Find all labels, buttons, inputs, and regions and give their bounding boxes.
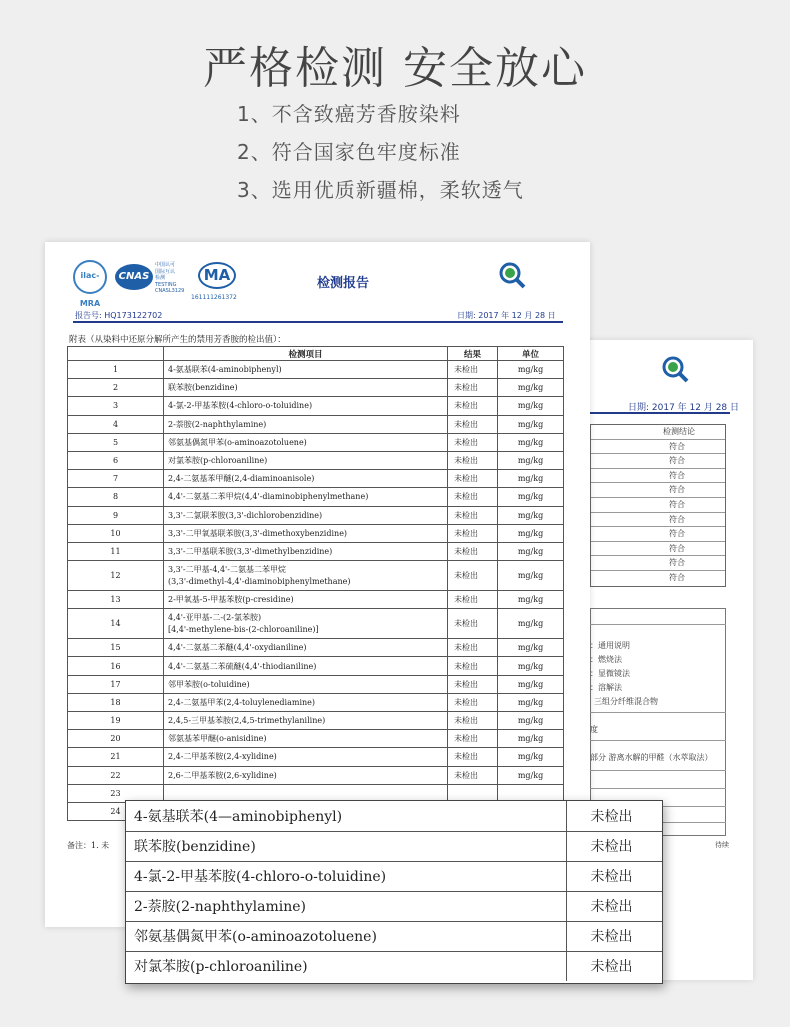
test-item-label: 邻甲苯胺(o-toluidine)	[168, 679, 250, 689]
row-number: 2	[68, 379, 164, 397]
test-item-label: 2,4-二甲基苯胺(2,4-xylidine)	[168, 752, 277, 762]
test-item	[164, 639, 448, 657]
test-item	[164, 748, 448, 766]
test-item	[164, 433, 448, 451]
test-unit: mg/kg	[498, 748, 564, 766]
row-number: 24	[68, 802, 164, 820]
row-number: 19	[68, 712, 164, 730]
test-item	[164, 451, 448, 469]
cma-number: 161111261372	[191, 294, 237, 301]
test-item	[164, 693, 448, 711]
test-unit: mg/kg	[498, 675, 564, 693]
test-result: 未检出	[448, 451, 498, 469]
zoom-test-item: 4-氯-2-甲基苯胺(4-chloro-ο-toluidine)	[126, 861, 566, 891]
cnas-logo: CNAS	[115, 264, 153, 290]
test-result: 未检出	[448, 591, 498, 609]
conclusion-cell: 符合	[591, 527, 725, 542]
column-header	[68, 347, 164, 361]
cnas-logo-text: 中国认可 国际互认 检测 TESTING CNASL3129	[155, 262, 185, 294]
test-item-label: 2-萘胺(2-naphthylamine)	[168, 419, 267, 429]
test-item-label: 3,3'-二氯联苯胺(3,3'-dichlorobenzidine)	[168, 510, 323, 520]
test-item	[164, 470, 448, 488]
lab-magnifier-logo-icon	[660, 354, 690, 384]
test-result: 未检出	[448, 609, 498, 639]
row-number: 3	[68, 397, 164, 415]
report-number: 报告号: HQ173122702	[75, 311, 163, 320]
method-note: 部分 游离水解的甲醛（水萃取法）	[590, 753, 713, 762]
test-item	[164, 766, 448, 784]
test-item	[164, 675, 448, 693]
test-unit: mg/kg	[498, 379, 564, 397]
feature-item: 1、不含致癌芳香胺染料	[237, 102, 461, 126]
table-row	[68, 397, 564, 415]
test-item	[164, 488, 448, 506]
feature-list	[237, 100, 524, 214]
test-unit: mg/kg	[498, 730, 564, 748]
test-result: 未检出	[448, 415, 498, 433]
table-row	[68, 748, 564, 766]
table-row	[68, 675, 564, 693]
test-item-label: 邻氨基苯甲醚(ο-anisidine)	[168, 734, 267, 744]
test-item	[164, 506, 448, 524]
method-note: ：通用说明	[590, 641, 630, 650]
table-row	[126, 801, 662, 831]
test-unit: mg/kg	[498, 361, 564, 379]
test-item-label: 4-氨基联苯(4-aminobiphenyl)	[168, 365, 282, 375]
table-row	[68, 609, 564, 639]
row-number: 22	[68, 766, 164, 784]
test-result: 未检出	[448, 730, 498, 748]
report-date: 日期: 2017 年 12 月 28 日	[457, 311, 556, 320]
test-item-label: 2-甲氧基-5-甲基苯胺(p-cresidine)	[168, 595, 294, 605]
test-unit: mg/kg	[498, 693, 564, 711]
test-item	[164, 397, 448, 415]
table-row	[126, 921, 662, 951]
row-number: 23	[68, 784, 164, 802]
cma-logo: MA	[198, 262, 236, 289]
conclusion-cell: 符合	[591, 469, 725, 484]
zoom-test-item: 4-氨基联苯(4—aminobiphenyl)	[126, 801, 566, 831]
test-result: 未检出	[448, 488, 498, 506]
zoomed-results-card	[125, 800, 663, 984]
test-item-label: 邻氨基偶氮甲苯(o-aminoazotoluene)	[168, 437, 307, 447]
table-row	[126, 861, 662, 891]
test-item-label: 联苯胺(benzidine)	[168, 383, 238, 393]
test-result: 未检出	[448, 379, 498, 397]
test-unit: mg/kg	[498, 639, 564, 657]
test-item	[164, 712, 448, 730]
method-note: 三组分纤维混合物	[594, 697, 658, 706]
test-item-label-2: (3,3'-dimethyl-4,4'-diaminobiphenylmethane)	[168, 576, 351, 586]
method-note: 度	[590, 725, 598, 734]
conclusion-cell: 符合	[591, 542, 725, 557]
test-unit: mg/kg	[498, 433, 564, 451]
test-unit: mg/kg	[498, 766, 564, 784]
test-unit: mg/kg	[498, 591, 564, 609]
test-item-label: 2,6-二甲基苯胺(2,6-xylidine)	[168, 770, 277, 780]
zoom-test-item: 2-萘胺(2-naphthylamine)	[126, 891, 566, 921]
divider	[590, 770, 726, 771]
row-number: 16	[68, 657, 164, 675]
test-item-label: 4-氯-2-甲基苯胺(4-chloro-ο-toluidine)	[168, 401, 313, 411]
test-item	[164, 361, 448, 379]
row-number: 7	[68, 470, 164, 488]
test-item	[164, 609, 448, 639]
conclusion-cell: 符合	[591, 483, 725, 498]
back-report-date: 日期: 2017 年 12 月 28 日	[628, 403, 740, 413]
lab-magnifier-logo-icon	[497, 260, 527, 290]
test-result: 未检出	[448, 561, 498, 591]
zoom-test-item: 联苯胺(benzidine)	[126, 831, 566, 861]
test-item	[164, 524, 448, 542]
zoom-test-result: 未检出	[566, 831, 662, 861]
test-item	[164, 415, 448, 433]
test-unit: mg/kg	[498, 470, 564, 488]
test-result: 未检出	[448, 639, 498, 657]
test-item-label-2: [4,4'-methylene-bis-(2-chloroaniline)]	[168, 624, 319, 634]
divider	[590, 712, 726, 713]
test-result: 未检出	[448, 748, 498, 766]
test-unit: mg/kg	[498, 488, 564, 506]
column-header: 单位	[498, 347, 564, 361]
test-item-label: 3,3'-二甲基联苯胺(3,3'-dimethylbenzidine)	[168, 546, 333, 556]
table-header-row	[68, 347, 564, 361]
test-item-label: 3,3'-二甲氧基联苯胺(3,3'-dimethoxybenzidine)	[168, 528, 348, 538]
divider	[73, 321, 563, 323]
test-unit: mg/kg	[498, 657, 564, 675]
test-item	[164, 561, 448, 591]
conclusion-cell: 符合	[591, 440, 725, 455]
conclusion-cell: 符合	[669, 572, 685, 582]
report-title: 检测报告	[317, 276, 370, 291]
table-row	[68, 379, 564, 397]
table-row	[68, 712, 564, 730]
zoom-test-result: 未检出	[566, 891, 662, 921]
test-result: 未检出	[448, 657, 498, 675]
feature-item: 2、符合国家色牢度标准	[237, 140, 461, 164]
zoomed-results-table	[126, 801, 662, 981]
conclusion-cell: 符合	[591, 454, 725, 469]
divider	[590, 788, 726, 789]
column-header: 检测项目	[164, 347, 448, 361]
test-result: 未检出	[448, 397, 498, 415]
feature-item: 3、选用优质新疆棉，柔软透气	[237, 178, 524, 202]
annex-note: 附表（从染料中还原分解所产生的禁用芳香胺的检出值）：	[69, 335, 286, 345]
row-number: 20	[68, 730, 164, 748]
test-unit: mg/kg	[498, 542, 564, 560]
table-row	[68, 693, 564, 711]
method-note: ：显微镜法	[590, 669, 630, 678]
table-row	[68, 524, 564, 542]
test-result: 未检出	[448, 542, 498, 560]
conclusion-cell: 符合	[591, 498, 725, 513]
test-result: 未检出	[448, 712, 498, 730]
test-item	[164, 730, 448, 748]
test-result: 未检出	[448, 675, 498, 693]
zoom-test-item: 对氯苯胺(p-chloroaniline)	[134, 959, 308, 976]
test-unit: mg/kg	[498, 561, 564, 591]
row-number: 5	[68, 433, 164, 451]
row-number: 21	[68, 748, 164, 766]
zoom-test-result: 未检出	[566, 801, 662, 831]
row-number: 11	[68, 542, 164, 560]
test-unit: mg/kg	[498, 609, 564, 639]
zoom-test-result: 未检出	[566, 921, 662, 951]
conclusion-cell: 符合	[591, 556, 725, 571]
ilac-mra-logo: ilac-MRA	[73, 260, 107, 294]
test-item-label: 2,4,5-三甲基苯胺(2,4,5-trimethylaniline)	[168, 716, 326, 726]
test-result: 未检出	[448, 693, 498, 711]
test-result: 未检出	[448, 524, 498, 542]
table-row	[68, 542, 564, 560]
test-result: 未检出	[448, 470, 498, 488]
test-unit: mg/kg	[498, 506, 564, 524]
amine-test-table	[67, 346, 564, 821]
test-item	[164, 542, 448, 560]
test-item	[164, 379, 448, 397]
table-row	[68, 657, 564, 675]
row-number: 8	[68, 488, 164, 506]
test-unit: mg/kg	[498, 524, 564, 542]
table-row	[126, 891, 662, 921]
conclusion-cell: 符合	[591, 513, 725, 528]
conclusion-table	[590, 424, 726, 587]
test-result: 未检出	[448, 433, 498, 451]
zoom-test-item: 邻氨基偶氮甲苯(o-aminoazotoluene)	[126, 921, 566, 951]
row-number: 13	[68, 591, 164, 609]
conclusion-header: 检测结论	[591, 425, 725, 440]
table-row	[68, 361, 564, 379]
table-row	[68, 730, 564, 748]
row-number: 15	[68, 639, 164, 657]
test-unit: mg/kg	[498, 712, 564, 730]
test-unit: mg/kg	[498, 397, 564, 415]
table-row	[68, 506, 564, 524]
zoom-test-result: 未检出	[566, 861, 662, 891]
table-row	[68, 451, 564, 469]
page-title: 严格检测 安全放心	[203, 43, 587, 94]
test-item-label: 2,4-二氨基甲苯(2,4-toluylenediamine)	[168, 697, 316, 707]
table-row	[68, 470, 564, 488]
table-row	[68, 591, 564, 609]
test-item-label: 3,3'-二甲基-4,4'-二氨基二苯甲烷	[168, 564, 286, 574]
table-row	[68, 766, 564, 784]
row-number: 18	[68, 693, 164, 711]
continued-label: 待续	[715, 841, 729, 849]
test-result: 未检出	[448, 361, 498, 379]
table-body	[68, 361, 564, 821]
test-item	[164, 657, 448, 675]
test-unit: mg/kg	[498, 415, 564, 433]
zoom-table-body	[126, 801, 662, 981]
test-item-label: 2,4-二氨基苯甲醚(2,4-diaminoanisole)	[168, 474, 315, 484]
table-row	[68, 415, 564, 433]
table-row	[126, 951, 662, 981]
row-number: 14	[68, 609, 164, 639]
row-number: 1	[68, 361, 164, 379]
test-unit: mg/kg	[498, 451, 564, 469]
test-item-label: 4,4'-二氨基二苯甲烷(4,4'-diaminobiphenylmethane)	[168, 492, 369, 502]
test-item	[164, 591, 448, 609]
table-row	[68, 639, 564, 657]
table-row	[68, 488, 564, 506]
divider	[590, 624, 726, 625]
test-item-label: 4,4'-二氨基二苯醚(4,4'-oxydianiline)	[168, 643, 307, 653]
row-number: 12	[68, 561, 164, 591]
table-row	[126, 831, 662, 861]
method-note: ：溶解法	[590, 683, 622, 692]
row-number: 6	[68, 451, 164, 469]
table-row	[68, 433, 564, 451]
divider	[590, 412, 730, 414]
row-number: 17	[68, 675, 164, 693]
report-remark: 备注：1. 未	[67, 841, 110, 850]
test-result: 未检出	[448, 506, 498, 524]
row-number: 4	[68, 415, 164, 433]
row-number: 10	[68, 524, 164, 542]
test-result: 未检出	[448, 766, 498, 784]
row-number: 9	[68, 506, 164, 524]
table-row	[68, 561, 564, 591]
test-item-label: 4,4'-二氨基二苯硫醚(4,4'-thiodianiline)	[168, 661, 317, 671]
test-item-label: 对氯苯胺(p-chloroaniline)	[168, 456, 268, 466]
column-header: 结果	[448, 347, 498, 361]
method-note: ：燃烧法	[590, 655, 622, 664]
zoom-test-result: 未检出	[566, 951, 662, 981]
test-item-label: 4,4'-亚甲基-二-(2-氯苯胺)	[168, 612, 262, 622]
divider	[590, 740, 726, 741]
